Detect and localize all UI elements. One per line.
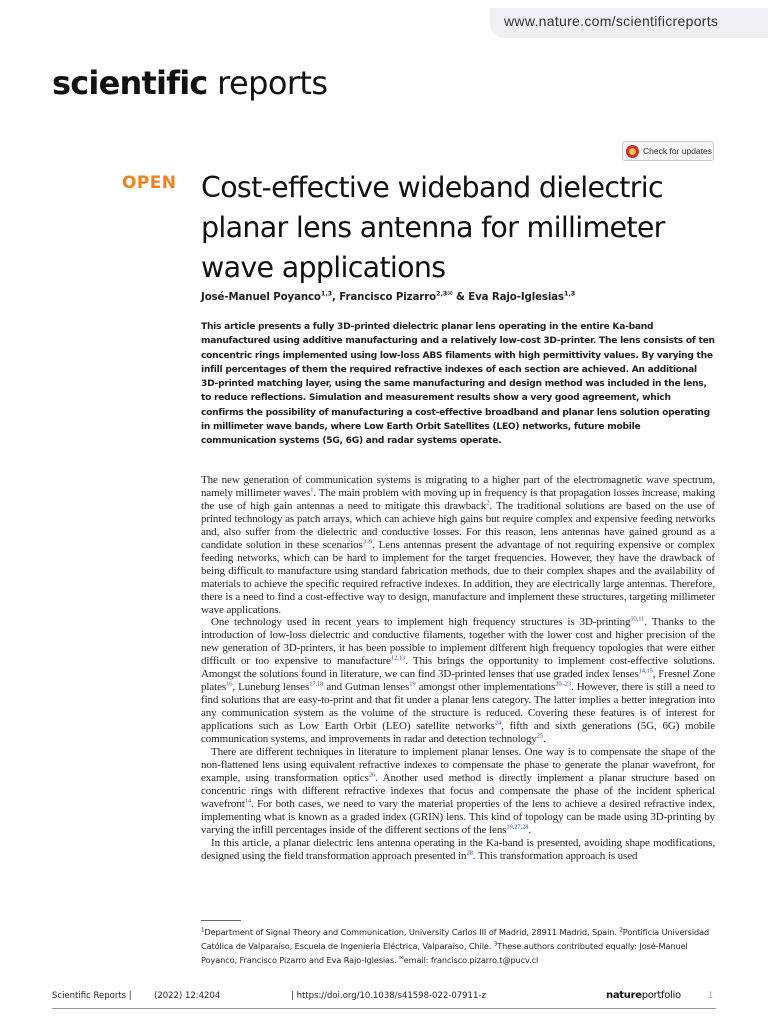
body-paragraph bbox=[201, 616, 715, 746]
footer-issue: (2022) 12:4204 bbox=[154, 991, 221, 1001]
citation-ref[interactable]: 16 bbox=[226, 680, 233, 688]
body-paragraph bbox=[201, 837, 715, 863]
citation-ref[interactable]: 14 bbox=[244, 797, 252, 805]
citation-ref[interactable]: 20–23 bbox=[555, 680, 571, 688]
affiliation-text: Department of Signal Theory and Communication, University Carlos III of Madrid, 28911 Madrid, Spain. bbox=[204, 927, 620, 937]
text-run: The new generation of communication systems is migrating to a higher part of the electromagnetic wave spectrum, namely millimeter waves bbox=[201, 474, 715, 499]
publisher-regular: portfolio bbox=[641, 990, 681, 1001]
logo-bold: scientific bbox=[52, 64, 208, 102]
author-affiliation: 1,3 bbox=[564, 289, 576, 298]
text-run: There are different techniques in literature to implement planar lenses. One way is to compensate the shape of the non-flattened lens using equivalent refractive indexes to compensate the phase to generate the planar wavefront, for example, using transformation optics bbox=[201, 746, 715, 784]
citation-ref[interactable]: 19 bbox=[409, 680, 416, 688]
text-run: . bbox=[543, 733, 546, 746]
citation-ref[interactable]: 2 bbox=[486, 499, 490, 507]
affiliations-footnote bbox=[201, 925, 717, 967]
body-paragraph bbox=[201, 746, 715, 837]
affiliation-marker: 2 bbox=[619, 927, 623, 934]
citation-ref[interactable]: 24 bbox=[494, 719, 502, 727]
crossmark-icon bbox=[626, 145, 639, 158]
citation-ref[interactable]: 26 bbox=[368, 771, 376, 779]
check-updates-label: Check for updates bbox=[643, 146, 712, 156]
footer-journal: Scientific Reports | bbox=[52, 991, 132, 1001]
author-name[interactable]: Eva Rajo-Iglesias bbox=[468, 292, 565, 303]
article-title: Cost-effective wideband dielectric planar lens antenna for millimeter wave applications bbox=[201, 171, 665, 284]
text-run: and Gutman lenses bbox=[323, 681, 410, 694]
footnote-divider bbox=[201, 920, 241, 921]
author-separator: & bbox=[452, 292, 469, 303]
author-affiliation: 2,3✉ bbox=[436, 289, 453, 298]
author-separator: , bbox=[332, 292, 340, 303]
footer-doi[interactable]: | https://doi.org/10.1038/s41598-022-07911-z bbox=[291, 991, 486, 1001]
text-run: . Another used method is directly implement a planar structure based on concentric rings with different refractive indexes that focus and compensate the phase of the incident spherical wavefront bbox=[201, 771, 715, 810]
citation-ref[interactable]: 1 bbox=[310, 486, 314, 494]
text-run: , Luneburg lenses bbox=[232, 681, 310, 694]
citation-ref[interactable]: 10,11 bbox=[630, 615, 645, 623]
text-run: . However, there is still a need to find solutions that are easy-to-print and that fit under a planar lens category. The latter implies a better integration into any communication system as the volume of the structure is reduced. Covering these features is of interest for applications such as Low Earth Orbit (LEO) satellite networks bbox=[201, 681, 716, 733]
text-run: . The traditional solutions are based on the use of printed technology as patch arrays, which can achieve high gains but require complex and expensive feeding networks and, also suffer from the dielectric and conductive losses. For this reason, lens antennas have gained ground as a candidate solution in these scenarios bbox=[201, 499, 715, 551]
citation-ref[interactable]: 12,13 bbox=[390, 654, 405, 662]
publisher-bold: nature bbox=[606, 990, 642, 1001]
check-for-updates-button[interactable] bbox=[622, 141, 714, 161]
affiliation-marker: 3 bbox=[493, 941, 498, 948]
text-run: . This brings the opportunity to implement cost-effective solutions. Amongst the solutions found in literature, we can find 3D-printed lenses that use graded index lenses bbox=[201, 655, 715, 681]
affiliation-text: email: francisco.pizarro.t@pucv.cl bbox=[403, 955, 539, 965]
affiliation-marker: ✉ bbox=[399, 955, 404, 962]
journal-url[interactable]: www.nature.com/scientificreports bbox=[504, 13, 719, 29]
text-run: . Thanks to the introduction of low-loss dielectric and conductive filaments, together with the lower cost and higher precision of the new generation of 3D-printers, it has been possible to implement different high frequency topologies that were either difficult or too expensive to manufacture bbox=[201, 616, 715, 668]
text-run: One technology used in recent years to implement high frequency structures is 3D-printing bbox=[211, 616, 631, 629]
citation-ref[interactable]: 17,18 bbox=[309, 680, 324, 688]
publisher-logo bbox=[606, 990, 681, 1001]
page-number: 1 bbox=[708, 991, 714, 1001]
text-run: . This transformation approach is used bbox=[472, 849, 638, 862]
open-access-label: OPEN bbox=[122, 173, 177, 193]
citation-ref[interactable]: 28 bbox=[466, 848, 473, 856]
affiliation-text: These authors contributed equally: José-Manuel Poyanco, Francisco Pizarro and Eva Rajo-Iglesias. bbox=[201, 941, 688, 965]
author-name[interactable]: José-Manuel Poyanco bbox=[201, 292, 321, 303]
footer-divider bbox=[52, 1008, 716, 1009]
text-run: , fifth and sixth generations (5G, 6G) mobile communication systems, and improvements in radar and detection technology bbox=[201, 720, 716, 746]
article-body bbox=[201, 474, 715, 863]
citation-ref[interactable]: 3–9 bbox=[362, 538, 373, 546]
author-affiliation: 1,3 bbox=[320, 289, 333, 298]
text-run: , Fresnel Zone plates bbox=[201, 668, 715, 694]
author-list bbox=[201, 289, 576, 303]
abstract: This article presents a fully 3D-printed dielectric planar lens operating in the entire Ka-band manufactured using additive manufacturing and a relatively low-cost 3D-printer. The lens consists of ten concentric rings implemented using low-loss ABS filaments with high permittivity values. By varying the infill percentages of them the required refractive indexes of each section are achieved. An additional 3D-printed matching layer, using the same manufacturing and design method was included in the lens, to reduce reflections. Simulation and measurement results show a very good agreement, which confirms the possibility of manufacturing a cost-effective broadband and planar lens solution operating in millimeter wave bands, where Low Earth Orbit Satellites (LEO) networks, future mobile communication systems (5G, 6G) and radar systems operate. bbox=[201, 322, 715, 447]
affiliation-text: Pontificia Universidad Católica de Valparaíso, Escuela de Ingeniería Eléctrica, Valparaíso, Chile. bbox=[201, 927, 710, 951]
citation-ref[interactable]: 25 bbox=[536, 732, 544, 740]
text-run: . The main problem with moving up in frequency is that propagation losses increase, making the use of high gain antennas a need to mitigate this drawback bbox=[201, 486, 715, 512]
text-run: In this article, a planar dielectric lens antenna operating in the Ka-band is presented, avoiding shape modifications, designed using the field transformation approach presented in bbox=[201, 836, 715, 862]
text-run: amongst other implementations bbox=[415, 681, 556, 694]
affiliation-marker: 1 bbox=[201, 927, 205, 934]
author-name[interactable]: Francisco Pizarro bbox=[339, 292, 437, 303]
journal-logo bbox=[52, 64, 327, 102]
citation-ref[interactable]: 19,27,28 bbox=[506, 823, 529, 831]
citation-ref[interactable]: 14,15 bbox=[638, 667, 653, 675]
text-run: . For both cases, we need to vary the material properties of the lens to achieve a desired refractive index, implementing what is known as a graded index (GRIN) lens. This kind of topology can be made using 3D-printing by varying the infill percentages inside of the different sections of the lens bbox=[201, 797, 715, 836]
text-run: . Lens antennas present the advantage of not requiring expensive or complex feeding networks, which can be hard to implement for the target frequencies. However, they have the drawback of being difficult to manufacture using standard fabrication methods, due to their complex shapes and the availability of materials to achieve the specific required refractive indexes. In addition, they are electrically large antennas. Therefore, there is a need to find a cost-effective way to design, manufacture and implement these structures, targeting millimeter wave applications. bbox=[201, 538, 715, 616]
logo-regular: reports bbox=[207, 64, 328, 102]
body-paragraph bbox=[201, 474, 715, 616]
text-run: . bbox=[528, 823, 532, 836]
